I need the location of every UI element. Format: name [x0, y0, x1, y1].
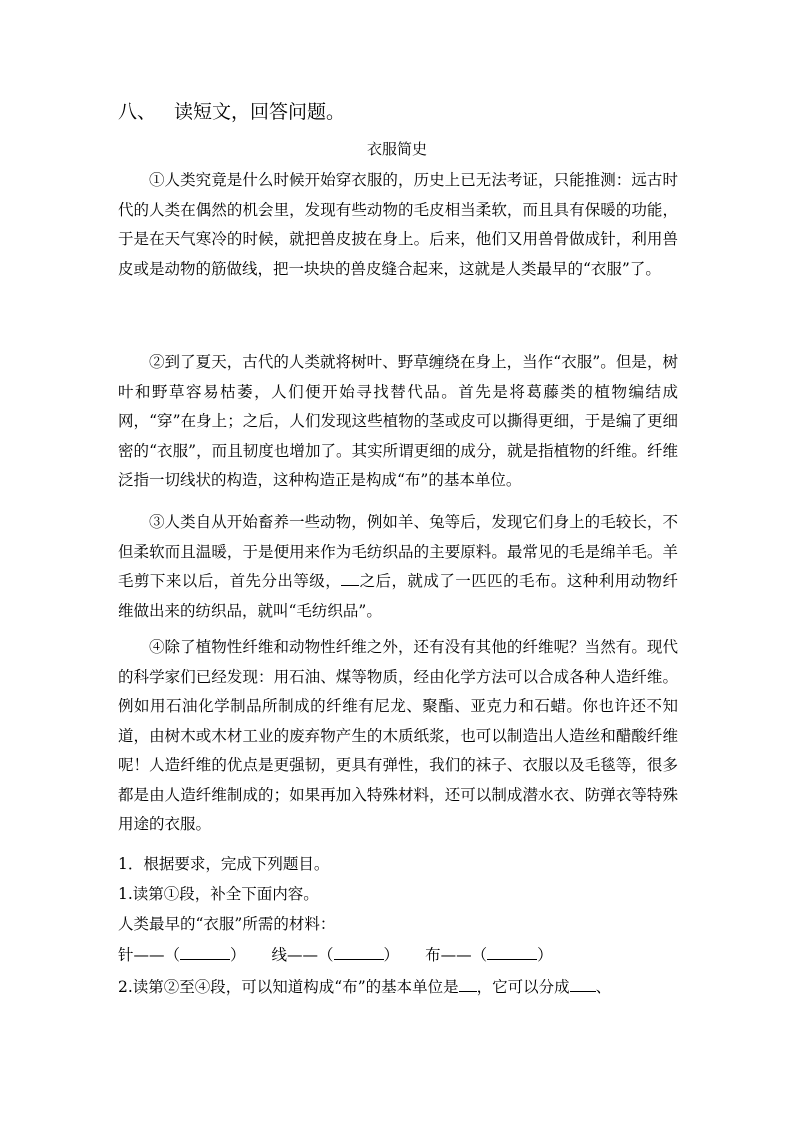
article-paragraph-3 [118, 508, 678, 626]
thread-fill [272, 941, 400, 971]
cloth-answer-blank[interactable] [487, 943, 537, 960]
category-blank[interactable] [570, 975, 596, 992]
task-1-fill-row [118, 941, 678, 971]
task-2-text-a: 2.读第②至④段，可以知道构成“布”的基本单位是 [118, 978, 459, 996]
needle-answer-blank[interactable] [180, 943, 230, 960]
question-number: 八、 [118, 101, 157, 123]
paragraph-3-tail: 之后，就成了一匹匹的毛布。这种利用动物纤维做出来的纺织品，就叫“毛纺织品”。 [118, 572, 678, 620]
question-instruction: 读短文，回答问题。 [174, 101, 346, 123]
article-title: 衣服简史 [366, 140, 427, 158]
task-2-text-c: 、 [595, 978, 612, 996]
needle-label: 针——（ [118, 946, 181, 964]
basic-unit-blank[interactable] [459, 975, 477, 992]
paragraph-3-text: ③人类自从开始畜养一些动物，例如羊、兔等后，发现它们身上的毛较长，不但柔软而且温暖，于是便用来作为毛纺织品的主要原料。最常见的毛是绵羊毛。羊毛剪下来以后，首先分出等级， [118, 513, 678, 590]
needle-fill [118, 941, 246, 971]
thread-answer-blank[interactable] [334, 943, 384, 960]
article-paragraph-2: ②到了夏天，古代的人类就将树叶、野草缠绕在身上，当作“衣服”。但是，树叶和野草容易枯萎，人们便开始寻找替代品。首先是将葛藤类的植物编结成网，“穿”在身上；之后，人们发现这些植物的茎或皮可以撕得更细，于是编了更细密的“衣服”，而且韧度也增加了。其实所谓更细的成分，就是指植物的纤维。纤维泛指一切线状的构造，这种构造正是构成“布”的基本单位。 [118, 353, 678, 489]
task-1-subprompt: 人类最早的“衣服”所需的材料： [118, 915, 336, 933]
article-paragraph-4: ④除了植物性纤维和动物性纤维之外，还有没有其他的纤维呢？当然有。现代的科学家们已经发现：用石油、煤等物质，经由化学方法可以合成各种人造纤维。例如用石油化学制品所制成的纤维有尼龙、聚酯、亚克力和石蜡。你也许还不知道，由树木或木材工业的废弃物产生的木质纸浆，也可以制造出人造丝和醋酸纤维呢！人造纤维的优点是更强韧，更具有弹性，我们的袜子、衣服以及毛毯等，很多都是由人造纤维制成的；如果再加入特殊材料，还可以制成潜水衣、防弹衣等特殊用途的衣服。 [118, 638, 678, 833]
question-heading [118, 98, 345, 126]
fill-blank[interactable] [341, 569, 359, 586]
thread-label: 线——（ [271, 946, 334, 964]
cloth-close: ） [537, 946, 553, 964]
cloth-label: 布——（ [425, 946, 488, 964]
task-2-prompt [118, 973, 678, 1003]
article-paragraph-1: ①人类究竟是什么时候开始穿衣服的，历史上已无法考证，只能推测：远古时代的人类在偶然的机会里，发现有些动物的毛皮相当柔软，而且具有保暖的功能，于是在天气寒冷的时候，就把兽皮披在身上。后来，他们又用兽骨做成针，利用兽皮或是动物的筋做线，把一块块的兽皮缝合起来，这就是人类最早的“衣服”了。 [118, 171, 678, 278]
task-2-text-b: ，它可以分成 [476, 978, 570, 996]
tasks-intro: 1．根据要求，完成下列题目。 [118, 855, 330, 873]
needle-close: ） [230, 946, 246, 964]
cloth-fill [425, 941, 553, 971]
thread-close: ） [383, 946, 400, 964]
task-1-prompt: 1.读第①段，补全下面内容。 [118, 885, 319, 903]
